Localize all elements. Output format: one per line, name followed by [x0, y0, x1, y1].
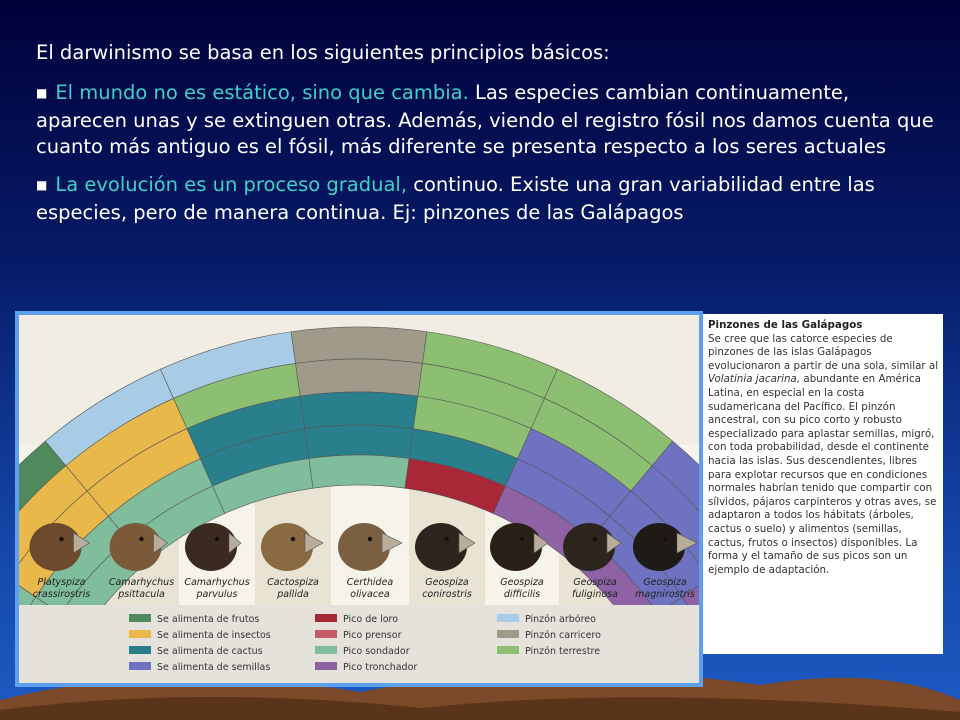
legend-label: Pinzón terrestre — [525, 646, 601, 657]
legend-label: Pico prensor — [343, 630, 402, 641]
finch-eye — [59, 537, 63, 541]
slide-text — [36, 40, 936, 238]
legend-label: Pico sondador — [343, 646, 410, 657]
legend-swatch — [315, 646, 337, 654]
bullet-2-text: continuo. Existe una gran variabilidad entre las especies, pero de manera continua. Ej: pinzones de las Galápagos — [36, 173, 875, 224]
legend-label: Pico de loro — [343, 614, 399, 625]
bullet-square-icon: ■ — [36, 86, 48, 100]
species-epithet: fuliginosa — [572, 589, 618, 600]
species-name: Certhidea — [346, 577, 394, 588]
finch-eye — [593, 537, 597, 541]
legend-swatch — [497, 646, 519, 654]
bullet-item-1 — [36, 80, 936, 160]
bullet-2-highlight: La evolución es un proceso gradual, — [55, 173, 408, 196]
legend-swatch — [497, 630, 519, 638]
legend-swatch — [129, 614, 151, 622]
species-name: Platyspiza — [37, 577, 86, 588]
species-name: Geospiza — [500, 577, 544, 588]
legend-swatch — [497, 614, 519, 622]
bullet-square-icon: ■ — [36, 178, 48, 192]
species-name: Geospiza — [573, 577, 617, 588]
legend-swatch — [315, 630, 337, 638]
legend-label: Se alimenta de insectos — [157, 630, 271, 641]
species-epithet: difficilis — [503, 589, 541, 600]
finch-diagram — [19, 315, 699, 683]
finch-eye — [520, 537, 524, 541]
finch-eye — [445, 537, 449, 541]
species-name: Cactospiza — [267, 577, 319, 588]
bullet-item-2 — [36, 172, 936, 226]
fan-segment — [309, 455, 409, 488]
legend-label: Se alimenta de semillas — [157, 662, 271, 673]
legend-label: Pinzón arbóreo — [525, 614, 596, 625]
caption-box — [703, 314, 943, 654]
legend-swatch — [315, 614, 337, 622]
intro-heading: El darwinismo se basa en los siguientes principios básicos: — [36, 41, 610, 64]
legend-label: Pico tronchador — [343, 662, 418, 673]
legend-label: Se alimenta de frutos — [157, 614, 260, 625]
fan-segment — [300, 392, 418, 429]
finch-eye — [368, 537, 372, 541]
fan-segment — [305, 425, 414, 459]
legend-swatch — [129, 630, 151, 638]
species-epithet: olivacea — [350, 589, 390, 600]
species-epithet: conirostris — [422, 589, 472, 600]
legend-swatch — [129, 646, 151, 654]
finch-figure — [15, 311, 703, 687]
caption-text-1: Se cree que las catorce especies de pinzones de las islas Galápagos evolucionaron a partir de una sola, similar al — [708, 332, 939, 372]
species-epithet: crassirostris — [32, 589, 91, 600]
caption-text-2: abundante en América Latina, en especial en la costa sudamericana del Pacífico. El pinzón ancestral, con su pico corto y robusto especializado para aplastar semillas, migró, con toda probabilidad, desde el continente hacia las islas. Sus descendientes, libres para explotar recursos que en condiciones normales habrían tenido que compartir con sílvidos, pájaros carpinteros y otras aves, se adaptaron a todos los hábitats (árboles, cactus o suelo) y alimentos (semillas, cactus, frutos o insectos) disponibles. La forma y el tamaño de sus picos son un ejemplo de adaptación. — [708, 373, 937, 576]
bullet-1-highlight: El mundo no es estático, sino que cambia. — [55, 81, 469, 104]
species-epithet: pallida — [277, 589, 309, 600]
legend-label: Pinzón carricero — [525, 630, 601, 641]
species-name: Camarhychus — [184, 577, 250, 588]
species-epithet: psittacula — [118, 589, 165, 600]
finch-eye — [291, 537, 295, 541]
fan-segment — [296, 359, 423, 396]
species-name: Camarhychus — [108, 577, 175, 588]
fan-segment — [291, 327, 427, 363]
species-name: Geospiza — [643, 577, 687, 588]
caption-italic: Volatinia jacarina, — [708, 373, 801, 386]
caption-title: Pinzones de las Galápagos — [708, 319, 863, 331]
bullet-1-text: Las especies cambian continuamente, aparecen unas y se extinguen otras. Además, viendo el registro fósil nos damos cuenta que cuanto más antiguo es el fósil, más diferente se presenta respecto a los seres actuales — [36, 81, 934, 158]
species-epithet: parvulus — [196, 589, 238, 600]
legend-label: Se alimenta de cactus — [157, 646, 263, 657]
finch-eye — [215, 537, 219, 541]
finch-eye — [139, 537, 143, 541]
species-epithet: magnirostris — [635, 589, 695, 600]
legend-swatch — [129, 662, 151, 670]
species-name: Geospiza — [425, 577, 469, 588]
legend-swatch — [315, 662, 337, 670]
finch-eye — [663, 537, 667, 541]
